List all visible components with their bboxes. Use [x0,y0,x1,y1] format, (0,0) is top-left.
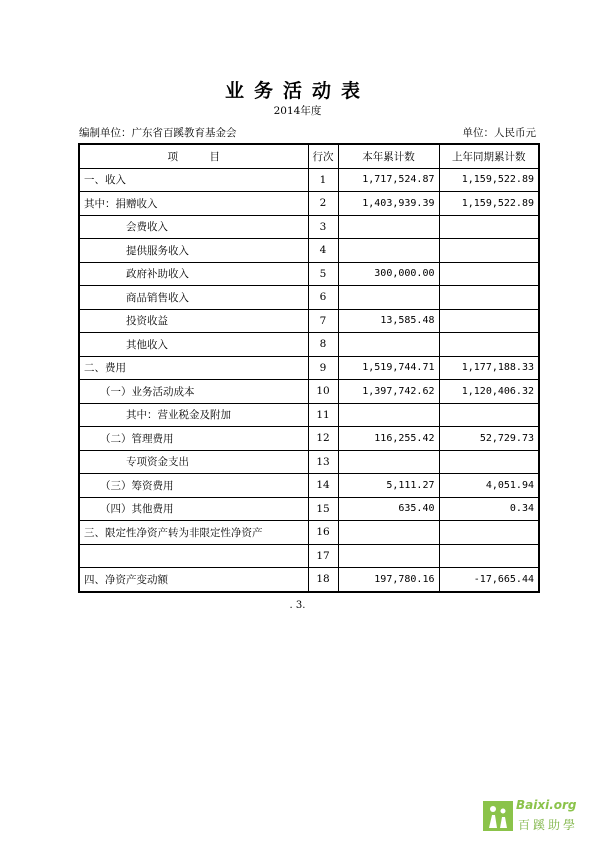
row-line-number: 17 [308,544,338,568]
row-item-label: （二）管理费用 [79,427,308,451]
table-row [79,333,539,357]
row-current-value: 1,519,744.71 [338,356,439,380]
table-row [79,309,539,333]
row-item-label [79,544,308,568]
row-line-number: 4 [308,239,338,263]
row-prior-value [439,403,539,427]
site-logo [483,798,591,838]
column-header-current: 本年累计数 [338,144,439,168]
row-prior-value: 1,159,522.89 [439,168,539,192]
row-prior-value: 1,177,188.33 [439,356,539,380]
table-row [79,568,539,592]
row-line-number: 2 [308,192,338,216]
row-current-value [338,521,439,545]
activity-statement-table [78,143,540,593]
row-line-number: 18 [308,568,338,592]
table-row [79,215,539,239]
row-prior-value: 0.34 [439,497,539,521]
row-prior-value: 4,051.94 [439,474,539,498]
row-prior-value [439,333,539,357]
row-line-number: 7 [308,309,338,333]
row-current-value [338,215,439,239]
people-icon [483,801,513,831]
row-current-value: 197,780.16 [338,568,439,592]
table-row [79,497,539,521]
table-row [79,239,539,263]
table-row [79,427,539,451]
table-row [79,168,539,192]
logo-name-text: 百蹊助學 [518,818,579,832]
row-item-label: 政府补助收入 [79,262,308,286]
row-line-number: 5 [308,262,338,286]
row-item-label: 专项资金支出 [79,450,308,474]
row-current-value: 13,585.48 [338,309,439,333]
row-prior-value: 1,159,522.89 [439,192,539,216]
row-item-label: （三）筹资费用 [79,474,308,498]
row-prior-value: 52,729.73 [439,427,539,451]
row-line-number: 16 [308,521,338,545]
row-item-label: （一）业务活动成本 [79,380,308,404]
row-line-number: 12 [308,427,338,451]
row-item-label: （四）其他费用 [79,497,308,521]
row-item-label: 投资收益 [79,309,308,333]
row-current-value [338,544,439,568]
row-current-value [338,239,439,263]
table-row [79,262,539,286]
logo-site-text: Baixi.org [516,798,577,812]
table-row [79,450,539,474]
row-item-label: 其中：捐赠收入 [79,192,308,216]
row-line-number: 15 [308,497,338,521]
row-current-value: 1,717,524.87 [338,168,439,192]
row-item-label: 提供服务收入 [79,239,308,263]
row-current-value [338,450,439,474]
table-row [79,286,539,310]
row-line-number: 10 [308,380,338,404]
row-line-number: 8 [308,333,338,357]
table-row [79,544,539,568]
column-header-item: 项 目 [79,144,308,168]
currency-unit: 单位：人民币元 [462,127,536,139]
table-row [79,474,539,498]
row-prior-value [439,309,539,333]
row-prior-value [439,262,539,286]
page-number: . 3. [289,600,306,611]
row-current-value [338,403,439,427]
row-prior-value [439,215,539,239]
row-line-number: 11 [308,403,338,427]
row-item-label: 一、收入 [79,168,308,192]
row-prior-value [439,239,539,263]
page-title: 业务活动表 [224,80,370,102]
row-item-label: 其中：营业税金及附加 [79,403,308,427]
row-current-value: 1,397,742.62 [338,380,439,404]
row-line-number: 3 [308,215,338,239]
row-current-value: 1,403,939.39 [338,192,439,216]
row-line-number: 13 [308,450,338,474]
row-current-value: 116,255.42 [338,427,439,451]
row-line-number: 6 [308,286,338,310]
row-current-value: 5,111.27 [338,474,439,498]
row-current-value [338,286,439,310]
table-row [79,356,539,380]
column-header-line: 行次 [308,144,338,168]
table-row [79,192,539,216]
row-prior-value [439,450,539,474]
row-line-number: 1 [308,168,338,192]
table-row [79,521,539,545]
row-prior-value [439,521,539,545]
row-prior-value: 1,120,406.32 [439,380,539,404]
row-current-value [338,333,439,357]
column-header-prior: 上年同期累计数 [439,144,539,168]
row-line-number: 14 [308,474,338,498]
row-item-label: 商品销售收入 [79,286,308,310]
row-prior-value [439,286,539,310]
row-current-value: 635.40 [338,497,439,521]
row-item-label: 三、限定性净资产转为非限定性净资产 [79,521,308,545]
row-line-number: 9 [308,356,338,380]
row-item-label: 四、净资产变动额 [79,568,308,592]
report-year: 2014年度 [273,105,322,117]
table-header-row [79,144,539,168]
table-row [79,403,539,427]
preparing-org: 编制单位：广东省百蹊教育基金会 [79,127,237,139]
row-prior-value: -17,665.44 [439,568,539,592]
row-prior-value [439,544,539,568]
table-row [79,380,539,404]
row-current-value: 300,000.00 [338,262,439,286]
row-item-label: 其他收入 [79,333,308,357]
row-item-label: 会费收入 [79,215,308,239]
row-item-label: 二、费用 [79,356,308,380]
